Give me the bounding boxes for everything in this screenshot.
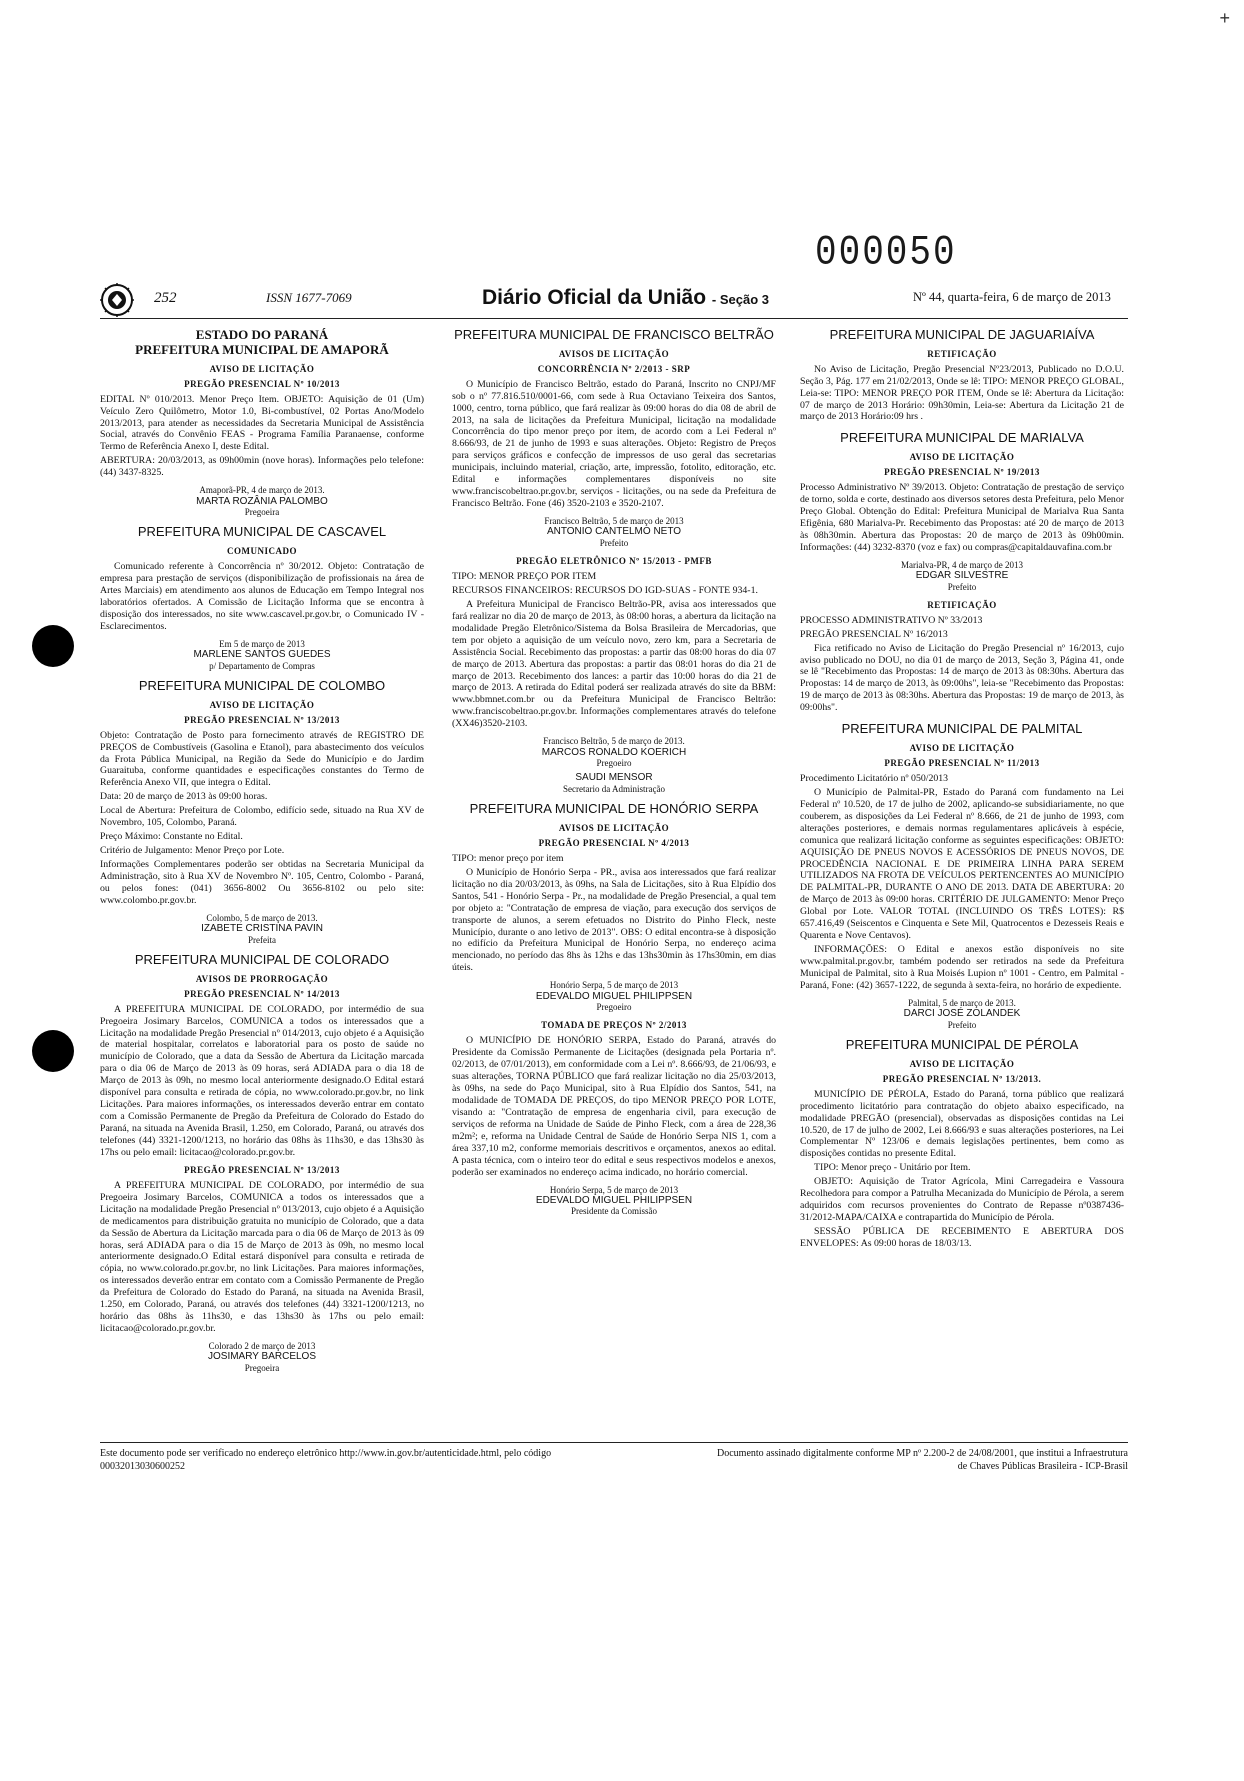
notice-subtitle: PREGÃO PRESENCIAL Nº 13/2013 [184, 1164, 340, 1175]
paragraph: O Município de Francisco Beltrão, estado do Paraná, Inscrito no CNPJ/MF sob o nº 77.816.510/0001-66, com sede à Rua Octaviano Teixeira dos Santos, 1000, centro, torna público, que fará realizar às 09:00 horas do dia 08 de abril de 2013, na sala de licitações da Prefeitura Municipal, licitação na modalidade Concorrência do tipo menor preço por item, de acordo com a Lei Federal nº 8.666/93, de 21 de junho de 1993 e suas alterações. Objeto: Registro de Preços para serviços gráficos e confecção de impressos de uso geral das secretarias municipais, incluindo material, criação, arte, impressão, fotolito, editoração, etc. Edital e informações complementares disponíveis no site www.franciscobeltrao.pr.gov.br, serviços - licitações, ou na sede da Prefeitura de Francisco Beltrão. Fone (46) 3520-2103 e 3520-2107. [452, 378, 776, 510]
notice-title: AVISO DE LICITAÇÃO [209, 699, 315, 710]
paragraph: TIPO: MENOR PREÇO POR ITEM [452, 571, 597, 582]
paragraph: No Aviso de Licitação, Pregão Presencial Nº23/2013, Publicado no D.O.U. Seção 3, Pág. 177 em 21/02/2013, Onde se lê: TIPO: MENOR PREÇO GLOBAL, Leia-se: TIPO: MENOR PREÇO POR ITEM, Onde se lê: Abertura da Licitação: 07 de março de 2013 Horário: 09h30min, Leia-se: Abertura da Licitação 21 de março de 2013 Horário:09 hrs . [800, 363, 1124, 423]
paragraph: O Município de Honório Serpa - PR., avisa aos interessados que fará realizar licitação no dia 20/03/2013, às 09hs, na Sala de Licitações, sito à Rua Elpídio dos Santos, 541 - Honório Serpa - Pr., na modalidade de Pregão Presencial, a qual tem por objeto a: "Contratação de empresa de viação, para execução dos serviços de transporte de alunos, a serem efetuados no Distrito do Pinho Fleck, neste Município, durante o ano letivo de 2013". OBS: O edital encontra-se à disposição no edifício da Prefeitura Municipal de Honório Serpa, no endereço acima mencionado, no período das 8hs às 12hs e das 13hs30min às 17hs30min, em dias úteis. [452, 866, 776, 974]
paragraph: ABERTURA: 20/03/2013, as 09h00min (nove horas). Informações pelo telefone: (44) 3437-8325. [100, 455, 424, 479]
signature-place: Amaporã-PR, 4 de março de 2013. [199, 485, 325, 496]
signature [100, 639, 424, 671]
org-heading: PREFEITURA MUNICIPAL DE CASCAVEL [137, 524, 387, 540]
notice-subtitle: PREGÃO PRESENCIAL Nº 10/2013 [184, 378, 340, 389]
signature [452, 1185, 776, 1217]
signature-name: DARCI JOSÉ ZOLANDEK [903, 1008, 1021, 1020]
signature-name: SAUDI MENSOR [575, 772, 653, 784]
issue-date: Nº 44, quarta-feira, 6 de março de 2013 [913, 290, 1111, 304]
org-heading: ESTADO DO PARANÁ PREFEITURA MUNICIPAL DE AMAPORÃ [135, 327, 389, 357]
notice-title: AVISOS DE LICITAÇÃO [558, 348, 670, 359]
paragraph: MUNICÍPIO DE PÉROLA, Estado do Paraná, torna público que realizará procedimento licitatório para contratação do objeto abaixo especificado, na modalidade PREGÃO (presencial), observadas as disposições contidas na Lei 10.520, de 17 de julho de 2002, Lei 8.666/93 e suas alterações posteriores, na Lei Complementar Nº 123/06 e demais legislações pertinentes, bem como as disposições contidas no presente Edital. [800, 1088, 1124, 1160]
notice-amapora [100, 328, 424, 517]
signature-name: EDGAR SILVESTRE [915, 570, 1009, 582]
paragraph: A PREFEITURA MUNICIPAL DE COLORADO, por intermédio de sua Pregoeira Josimary Barcelos, COMUNICA a todos os interessados que a Licitação na modalidade Pregão Presencial nº 013/2013, cujo objeto é a Aquisição de medicamentos para distribuição gratuita no município de Colorado, que a data da Sessão de Abertura da Licitação marcada para o dia 06 de Março de 2013 às 09 horas, será ADIADA para o dia 15 de Março de 2013 às 09h, no mesmo local anteriormente designado.O Edital estará disponível para consulta e retirada de cópia, no www.colorado.pr.gov.br, no link Licitações. Para maiores informações, os interessados deverão entrar em contato com a Comissão Permanente de Pregão da Prefeitura de Colorado do Estado do Paraná, na situada na Avenida Brasil, 1.250, em Colorado, Paraná, ou através dos telefones (44) 3321-1200/1213, no horário das 08hs às 11hs30, e das 13hs30 às 17hs ou pelo email: licitacao@colorado.pr.gov.br. [100, 1179, 424, 1335]
corner-mark: + [1219, 8, 1230, 28]
org-heading: PREFEITURA MUNICIPAL DE JAGUARIAÍVA [829, 327, 1095, 342]
signature-name: EDEVALDO MIGUEL PHILIPPSEN [535, 990, 693, 1002]
notice-title: AVISO DE LICITAÇÃO [909, 452, 1015, 463]
signature-name: MARLENE SANTOS GUEDES [193, 649, 331, 661]
paragraph: Data: 20 de março de 2013 às 09:00 horas. [100, 791, 268, 803]
signature [100, 485, 424, 517]
signature-role: Pregoeira [244, 507, 280, 518]
notice-title: COMUNICADO [227, 546, 297, 557]
signature-role: p/ Departamento de Compras [209, 660, 315, 671]
notice-francisco-beltrao [452, 328, 776, 548]
signature-name: ANTONIO CANTELMO NETO [546, 526, 682, 538]
paragraph: OBJETO: Aquisição de Trator Agrícola, Mini Carregadeira e Vassoura Recolhedora para compor a Patrulha Mecanizada do Município de Pérola, a serem adquiridos com recursos provenientes do Contrato de Repasse nº0387436-31/2012-MAPA/CAIXA e contrapartida do Município de Pérola. [800, 1176, 1124, 1224]
footer-signature-note: Documento assinado digitalmente conforme MP nº 2.200-2 de 24/08/2001, que institui a Infraestrutura de Chaves Públicas Brasileira - ICP-Brasil [717, 1448, 1128, 1472]
signature [452, 980, 776, 1012]
signature-role: Prefeito [947, 581, 977, 592]
signature-role: Secretario da Administração [563, 783, 665, 794]
punch-hole [32, 1030, 74, 1072]
paragraph: PREGÃO PRESENCIAL Nº 16/2013 [800, 628, 948, 640]
page-number: 252 [154, 290, 177, 306]
signature-place: Palmital, 5 de março de 2013. [908, 997, 1016, 1008]
punch-hole [32, 625, 74, 667]
journal-name: Diário Oficial da União [482, 286, 707, 309]
paragraph: Critério de Julgamento: Menor Preço por Lote. [100, 845, 285, 857]
org-heading: PREFEITURA MUNICIPAL DE FRANCISCO BELTRÃO [454, 327, 774, 342]
signature-name: IZABETE CRISTINA PAVIN [201, 923, 323, 935]
signature-place: Em 5 de março de 2013 [219, 638, 305, 649]
notice-title: PREGÃO ELETRÔNICO Nº 15/2013 - PMFB [516, 556, 712, 567]
header-rule [100, 318, 1128, 319]
paragraph: TIPO: menor preço por item [452, 852, 564, 864]
notice-subtitle: PREGÃO PRESENCIAL Nº 14/2013 [184, 988, 340, 999]
paragraph: Comunicado referente à Concorrência nº 30/2012. Objeto: Contratação de empresa para prestação de serviços (disponibilização de profissionais na área de Artes Marciais) em atendimento aos alunos de Educação em Tempo Integral nos laboratórios ofertados. A Comissão de Licitação Informa que se encontra à disposição dos interessados, no site www.cascavel.pr.gov.br, o Comunicado IV - Esclarecimentos. [100, 561, 424, 632]
paragraph: PROCESSO ADMINISTRATIVO Nº 33/2013 [800, 614, 983, 626]
paragraph: A PREFEITURA MUNICIPAL DE COLORADO, por intermédio de sua Pregoeira Josimary Barcelos, COMUNICA a todos os interessados que a Licitação na modalidade Pregão Presencial nº 014/2013, cujo objeto é a Aquisição de material hospitalar, correlatos e laboratorial para os posto de saúde no município de Colorado, que a data da Sessão de Abertura da Licitação marcada para o dia 06 de Março de 2013 às 09 horas, será ADIADA para o dia 18 de Março de 2013 às 09h, no mesmo local anteriormente designado.O Edital estará disponível para consulta e retirada de cópia, no www.colorado.pr.gov.br, no link Licitações. Para maiores informações, os interessados deverão entrar em contato com a Comissão Permanente de Pregão da Prefeitura de Colorado do Estado do Paraná, na situada na Avenida Brasil, 1.250, em Colorado, Paraná, ou através dos telefones (44) 3321-1200/1213, no horário das 08hs às 11hs30, e das 13hs30 às 17hs ou pelo email: licitacao@colorado.pr.gov.br. [100, 1003, 424, 1158]
notice-perola [800, 1038, 1124, 1250]
paragraph: O Município de Palmital-PR, Estado do Paraná com fundamento na Lei Federal nº 10.520, de 17 de julho de 2002, aplicando-se subsidiariamente, no que couberem, as disposições da Lei Federal nº 8.666, de 21 de junho de 1993, com alterações posteriores, e demais normas regulamentares aplicáveis à espécie, comunica que realizará licitação conforme as seguintes especificações: OBJETO: AQUISIÇÃO DE PNEUS NOVOS E ACESSÓRIOS DE PNEUS NOVOS, DE PROCEDÊNCIA NACIONAL E DE PRIMEIRA LINHA PARA SEREM UTILIZADOS NA FROTA DE VEÍCULOS PERTENCENTES AO MUNICÍPIO DE PALMITAL-PR, DURANTE O ANO DE 2013. DATA DE ABERTURA: 20 de Março de 2013 às 09:00 horas. CRITÉRIO DE JULGAMENTO: Menor Preço Global por Lote. VALOR TOTAL (INCLUINDO OS TRÊS LOTES): R$ 657.416,49 (Seiscentos e Cinquenta e Sete Mil, Quatrocentos e Dezesseis Reais e Quarenta e Nove Centavos). [800, 786, 1124, 942]
signature-role: Pregoeira [244, 1362, 280, 1373]
notice-title: TOMADA DE PREÇOS Nº 2/2013 [541, 1020, 687, 1031]
signature-role: Prefeita [248, 934, 276, 945]
signature [452, 516, 776, 548]
notice-palmital [800, 722, 1124, 1030]
signature-place: Honório Serpa, 5 de março de 2013 [549, 1184, 679, 1195]
org-heading: PREFEITURA MUNICIPAL DE COLORADO [134, 951, 390, 967]
paragraph: Local de Abertura: Prefeitura de Colombo, edifício sede, situado na Rua XV de Novembro, 105, Colombo, Paraná. [100, 805, 424, 829]
signature [100, 913, 424, 945]
signature [800, 560, 1124, 592]
paragraph: O MUNICÍPIO DE HONÓRIO SERPA, Estado do Paraná, através do Presidente da Comissão Permanente de Licitações (designada pela Portaria nº. 02/2013, de 07/01/2013), em conformidade com a Lei nº. 8.666/93, de 21/06/93, e suas alterações, TORNA PÚBLICO que fará realizar licitação no dia 25/03/2013, às 09hs, na sede do Paço Municipal, sito à Rua Elpídio dos Santos, 541, na modalidade de TOMADA DE PREÇOS, do tipo MENOR PREÇO POR LOTE, visando a: "Contratação de empresa de engenharia civil, para execução de serviços de reforma na Unidade de Saúde de Pinho Fleck, com a área de 228,36 m2m²; e, reforma na Unidade Central de Saúde de Honório Serpa NIS 1, com a área 337,10 m2, conforme memoriais descritivos e orçamentos, anexos ao edital. A pasta técnica, com o inteiro teor do edital e seus respectivos modelos e anexos, poderão ser examinados no endereço acima indicado, no horário comercial. [452, 1035, 776, 1178]
signature-place: Francisco Beltrão, 5 de março de 2013 [544, 516, 684, 527]
notice-subtitle: PREGÃO PRESENCIAL Nº 19/2013 [884, 467, 1040, 478]
notice-subtitle: PREGÃO PRESENCIAL Nº 13/2013 [184, 714, 340, 725]
paragraph: RECURSOS FINANCEIROS: RECURSOS DO IGD-SUAS - FONTE 934-1. [452, 584, 758, 596]
paragraph: Fica retificado no Aviso de Licitação do Pregão Presencial nº 16/2013, cujo aviso publicado no DOU, no dia 01 de março de 2013, Seção 3, Página 41, onde se lê "Recebimento das Propostas: 14 de março de 2013 às 08:30hs. Abertura das Propostas: 14 de março de 2013, às 09:00hs", leia-se "Recebimento das Propostas: 19 de março de 2013 às 08:30hs. Abertura das Propostas: 19 de março de 2013, às 09:00hs". [800, 642, 1124, 714]
signature-role: Prefeito [947, 1019, 977, 1030]
notice-title: AVISOS DE PRORROGAÇÃO [195, 973, 329, 984]
column-3 [800, 326, 1124, 1258]
paragraph: Procedimento Licitatório nº 050/2013 [800, 772, 949, 784]
signature-place: Colombo, 5 de março de 2013. [206, 912, 318, 923]
notice-honorio-serpa [452, 802, 776, 1012]
notice-marialva [800, 431, 1124, 592]
notice-subtitle: PREGÃO PRESENCIAL Nº 4/2013 [538, 837, 690, 848]
signature-role: Pregoeiro [596, 1002, 632, 1013]
org-heading: PREFEITURA MUNICIPAL DE PALMITAL [841, 721, 1083, 737]
paragraph: INFORMAÇÕES: O Edital e anexos estão disponíveis no site www.palmital.pr.gov.br, também podendo ser retirados na sede da Prefeitura Municipal de Palmital, sito à Rua Moisés Lupion nº 1001 - Centro, em Palmital - Paraná, Fone: (42) 3657-1222, de segunda à sexta-feira, no horário de expediente. [800, 944, 1124, 991]
column-1 [100, 326, 424, 1381]
notice-title: AVISOS DE LICITAÇÃO [558, 823, 670, 834]
journal-title [482, 286, 769, 310]
notice-title: AVISO DE LICITAÇÃO [209, 363, 315, 374]
paragraph: TIPO: Menor preço - Unitário por Item. [814, 1162, 971, 1174]
footer-rule [100, 1442, 1128, 1443]
signature [800, 998, 1124, 1030]
notice-subtitle: CONCORRÊNCIA Nº 2/2013 - SRP [537, 363, 691, 374]
footer-verification: Este documento pode ser verificado no endereço eletrônico http://www.in.gov.br/autenticidade.html, pelo código 00032013030600252 [100, 1448, 552, 1472]
signature-place: Francisco Beltrão, 5 de março de 2013. [543, 736, 685, 747]
signature-place: Honório Serpa, 5 de março de 2013 [549, 980, 679, 991]
org-heading: PREFEITURA MUNICIPAL DE COLOMBO [138, 677, 386, 693]
signature-name: MARTA ROZÂNIA PALOMBO [196, 495, 328, 507]
paragraph: A Prefeitura Municipal de Francisco Beltrão-PR, avisa aos interessados que fará realizar no dia 20 de março de 2013, às 08:00 horas, a abertura da licitação na modalidade Pregão Eletrônico/Sistema da Bolsa Brasileira de Mercadorias, que tem por objeto a aquisição de um veículo novo, zero km, para a Secretaria de Assistência Social. Recebimento das propostas: a partir das 08:00 horas do dia 07 de março de 2013. Abertura das propostas: a partir das 08:01 horas do dia 21 de março de 2013. Recebimento dos lances: a partir das 10:00 horas do dia 21 de março de 2013. A retirada do Edital poderá ser realizada através do site da BBM: www.bbmnet.com.br ou da Prefeitura Municipal de Francisco Beltrão: www.franciscobeltrao.pr.gov.br. Informações complementares através do telefone (XX46)3520-2103. [452, 598, 776, 730]
notice-colombo [100, 679, 424, 945]
notice-colorado [100, 953, 424, 1373]
notice-title: RETIFICAÇÃO [927, 348, 997, 359]
paragraph: EDITAL Nº 010/2013. Menor Preço Item. OBJETO: Aquisição de 01 (Um) Veículo Zero Quilômetro, Motor 1.0, Bi-combustível, 02 Portas Ano/Modelo 2013/2013, para atender as necessidades da Secretaria Municipal de Assistência Social, através do Convênio FEAS - Programa Família Paranaense, conforme Termo de Referência Anexo I, deste Edital. [100, 393, 424, 453]
signature-name: MARCOS RONALDO KOERICH [541, 746, 687, 758]
org-heading: PREFEITURA MUNICIPAL DE PÉROLA [845, 1037, 1079, 1052]
column-2 [452, 326, 776, 1225]
notice-pregao-eletronico [452, 556, 776, 794]
signature-place: Colorado 2 de março de 2013 [208, 1341, 316, 1351]
signature [452, 736, 776, 794]
signature-name: JOSIMARY BARCELOS [208, 1351, 316, 1363]
paragraph: Preço Máximo: Constante no Edital. [100, 831, 243, 843]
paragraph: Informações Complementares poderão ser obtidas na Secretaria Municipal da Administração, sito à Rua XV de Novembro Nº. 105, Centro, Colombo - Paraná, ou pelos fones: (041) 3656-8002 Ou 3656-8102 ou pelo site: www.colombo.pr.gov.br. [100, 859, 424, 906]
signature [100, 1341, 424, 1373]
paragraph: Objeto: Contratação de Posto para fornecimento através de REGISTRO DE PREÇOS de Combustíveis (Gasolina e Etanol), para abastecimento dos veículos da Frota Pública Municipal, na Região da Sede do Município e do Jardim Guaraituba, conforme quantidades e especificações constantes do Termo de Referência Anexo VII, que integra o Edital. [100, 729, 424, 789]
signature-name: EDEVALDO MIGUEL PHILIPPSEN [535, 1194, 693, 1206]
paragraph: Processo Administrativo Nº 39/2013. Objeto: Contratação de prestação de serviço de torno, solda e corte, destinado aos diversos setores desta Prefeitura, pelo Menor Preço Global. Obtenção do Edital: Prefeitura Municipal de Marialva Rua Santa Efigênia, 680 Marialva-Pr. Recebimento das Propostas: até 20 de março de 2013 às 08h30min. Abertura das Propostas: 20 de março de 2013 às 09h00min. Informações: (44) 3232-8370 (voz e fax) ou compras@capitaldauvafina.com.br [800, 482, 1124, 553]
paragraph: SESSÃO PÚBLICA DE RECEBIMENTO E ABERTURA DOS ENVELOPES: As 09:00 horas de 18/03/13. [800, 1226, 1124, 1249]
signature-role: Presidente da Comissão [571, 1206, 657, 1217]
journal-section: - Seção 3 [711, 292, 769, 307]
notice-cascavel [100, 525, 424, 671]
notice-jaguariaiva [800, 328, 1124, 423]
notice-tomada-precos [452, 1020, 776, 1216]
notice-title: RETIFICAÇÃO [927, 599, 997, 610]
coat-of-arms-icon [100, 283, 134, 317]
notice-marialva-retificacao [800, 600, 1124, 714]
signature-role: Pregoeiro [596, 758, 632, 769]
notice-subtitle: PREGÃO PRESENCIAL Nº 13/2013. [882, 1073, 1042, 1084]
signature-role: Prefeito [599, 537, 629, 548]
org-heading: PREFEITURA MUNICIPAL DE MARIALVA [840, 430, 1084, 446]
org-heading: PREFEITURA MUNICIPAL DE HONÓRIO SERPA [469, 801, 759, 817]
notice-title: AVISO DE LICITAÇÃO [909, 1058, 1015, 1069]
notice-title: AVISO DE LICITAÇÃO [909, 743, 1015, 754]
signature-place: Marialva-PR, 4 de março de 2013 [901, 559, 1023, 570]
issn: ISSN 1677-7069 [266, 290, 352, 305]
page-stamp: 000050 [815, 228, 957, 277]
notice-subtitle: PREGÃO PRESENCIAL Nº 11/2013 [884, 757, 1040, 768]
